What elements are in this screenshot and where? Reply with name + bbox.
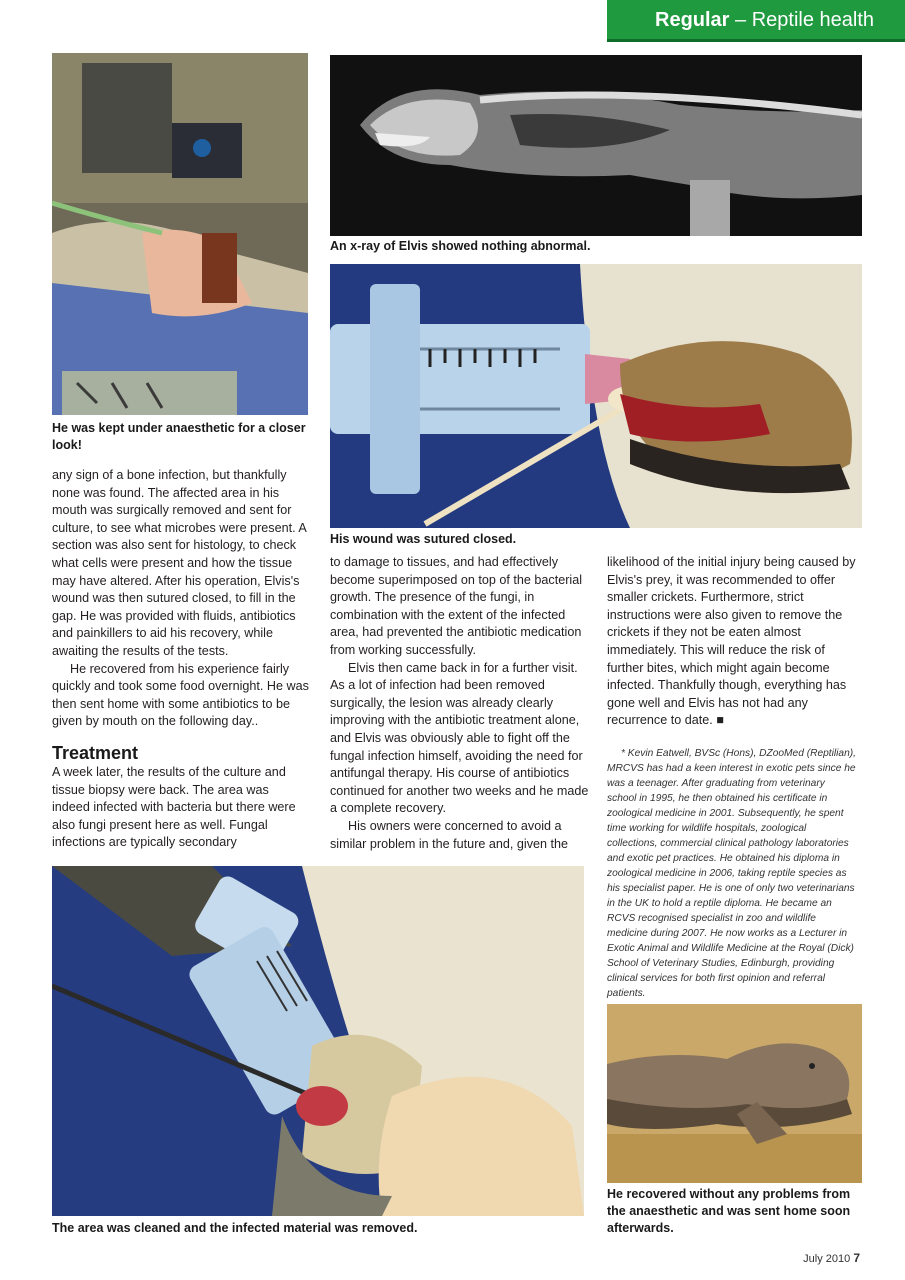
issue-date: July 2010 bbox=[803, 1253, 851, 1265]
column-1 bbox=[52, 467, 310, 731]
header-separator: – bbox=[729, 9, 752, 31]
syringe-photo bbox=[330, 264, 862, 528]
col3-paragraph-1-text: likelihood of the initial injury being caused by Elvis's prey, it was recommended to offer smaller crickets. Furthermore, strict instructions were also given to remove the crickets if they not be eaten almost immediately. This will reduce the risk of further bites, which might again become infected. Thankfully though, everything has gone well and Elvis has not had any recurrence to date. bbox=[607, 555, 856, 728]
column-1-treatment bbox=[52, 764, 310, 852]
column-3 bbox=[607, 554, 859, 730]
section-header bbox=[607, 0, 905, 42]
col1-paragraph-2: He recovered from his experience fairly quickly and took some food overnight. He was then sent home with some antibiotics to be given by mouth on the following day.. bbox=[52, 661, 309, 729]
xray-photo bbox=[330, 55, 862, 236]
suture-caption: His wound was sutured closed. bbox=[330, 532, 517, 546]
section-label: Regular bbox=[655, 9, 730, 31]
col2-paragraph-2: Elvis then came back in for a further visit. As a lot of infection had been removed surgically, the lesion was already clearly improving with the antibiotic treatment alone, and Elvis was obviously able to fight off the fungal infection himself, avoiding the need for antifungal therapy. His course of antibiotics continued for another two weeks and he made a complete recovery. bbox=[330, 660, 589, 816]
surgery-caption: He was kept under anaesthetic for a closer look! bbox=[52, 421, 306, 452]
cleaning-caption: The area was cleaned and the infected material was removed. bbox=[52, 1221, 418, 1235]
cleaning-photo bbox=[52, 866, 584, 1216]
column-2 bbox=[330, 554, 592, 853]
xray-caption: An x-ray of Elvis showed nothing abnormal. bbox=[330, 239, 591, 253]
recovery-caption: He recovered without any problems from the anaesthetic and was sent home soon afterwards. bbox=[607, 1187, 851, 1235]
col2-paragraph-1: to damage to tissues, and had effectively become superimposed on top of the bacterial growth. The presence of the fungi, in combination with the extent of the infected area, had prevented the antibiotic medication from working successfully. bbox=[330, 555, 583, 657]
col1-paragraph-3: A week later, the results of the culture and tissue biopsy were back. The area was indeed infected with bacteria but there were also fungi present here as well. Fungal infections are typically secondary bbox=[52, 765, 296, 850]
author-bio: * Kevin Eatwell, BVSc (Hons), DZooMed (Reptilian), MRCVS has had a keen interest in exotic pets since he was a teenager. After graduating from veterinary school in 1995, he then obtained his certificate in zoological medicine in 2001. Subsequently, he spent time working for wildlife hospitals, zoological collections, commercial clinical pathology laboratories and exotic pet practices. He obtained his diploma in zoological medicine in 2006, taking reptile species as his specialist paper. He is one of only two veterinarians in the UK to hold a reptile diploma. He became an RCVS recognised specialist in zoo and wildlife medicine during 2007. He now works as a Lecturer in Exotic Animal and Wildlife Medicine at the Royal (Dick) School of Veterinary Studies, Edinburgh, providing clinical services for both first opinion and referral patients. bbox=[607, 748, 856, 999]
col2-paragraph-3: His owners were concerned to avoid a similar problem in the future and, given the bbox=[330, 818, 569, 851]
surgery-photo bbox=[52, 53, 308, 415]
treatment-heading: Treatment bbox=[52, 743, 139, 763]
page-number: 7 bbox=[853, 1251, 860, 1265]
col1-paragraph-1: any sign of a bone infection, but thankfully none was found. The affected area in his mouth was surgically removed and sent for culture, to see what microbes were present. A section was also sent for histology, to check what cells were present and how the tissue may have altered. After his operation, Elvis's wound was then sutured closed, to fill in the gap. He was provided with fluids, antibiotics and painkillers to aid his recovery, while awaiting the results of the tests. bbox=[52, 468, 307, 658]
col3-paragraph-1 bbox=[607, 554, 859, 730]
lizard-photo bbox=[607, 1004, 862, 1183]
end-mark: ■ bbox=[716, 713, 724, 728]
page-footer bbox=[780, 1251, 860, 1265]
section-topic: Reptile health bbox=[751, 9, 875, 31]
